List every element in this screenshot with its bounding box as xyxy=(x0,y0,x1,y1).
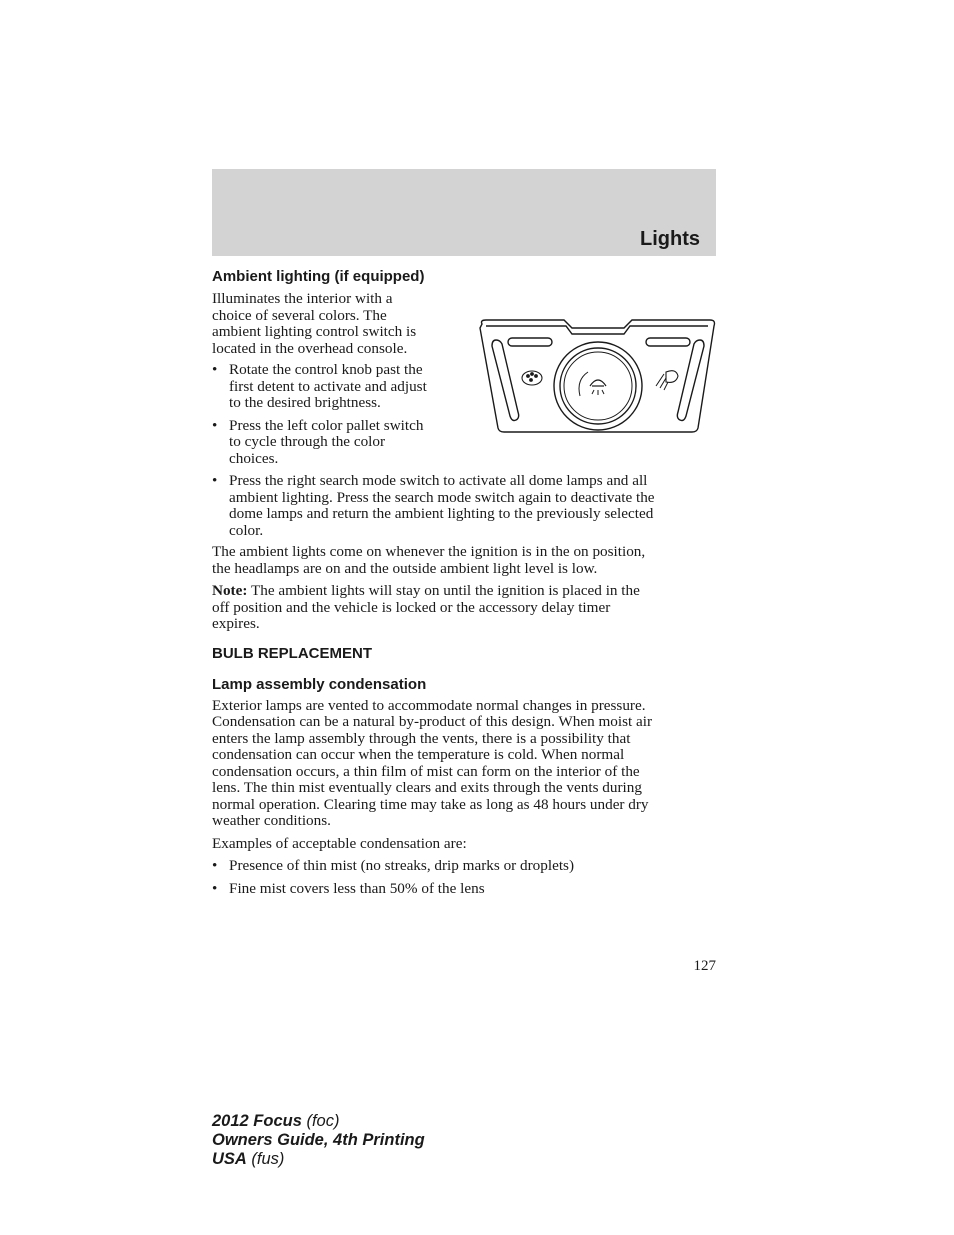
list-item: • Presence of thin mist (no streaks, drip marks or droplets) xyxy=(212,858,716,875)
intro-line: choice of several colors. The xyxy=(212,306,387,324)
ambient-bullets-wide xyxy=(212,473,716,539)
para-line: lens. The thin mist eventually clears and exits through the vents during xyxy=(212,779,642,796)
condensation-paragraph xyxy=(212,698,716,830)
footer-line xyxy=(212,1150,425,1169)
footer-printing: Owners Guide, 4th Printing xyxy=(212,1131,425,1149)
footer-model-code: (foc) xyxy=(301,1112,340,1130)
note-line xyxy=(212,583,716,600)
bullet-line: • Rotate the control knob past the xyxy=(229,361,423,378)
ambient-note xyxy=(212,583,716,633)
footer-market-code: (fus) xyxy=(246,1150,285,1168)
note-line: expires. xyxy=(212,615,260,632)
bullet-line: dome lamps and return the ambient lighting to the previously selected xyxy=(229,505,654,522)
examples-intro: Examples of acceptable condensation are: xyxy=(212,834,467,852)
list-item xyxy=(212,362,472,412)
ambient-paragraph xyxy=(212,544,716,577)
bullet-line: • Press the right search mode switch to activate all dome lamps and all xyxy=(229,472,648,489)
intro-line: located in the overhead console. xyxy=(212,339,408,357)
section-header-band xyxy=(212,169,716,256)
para-line: The ambient lights come on whenever the ignition is in the on position, xyxy=(212,543,646,560)
para-line: Exterior lamps are vented to accommodate normal changes in pressure. xyxy=(212,696,646,714)
note-text: The ambient lights will stay on until the ignition is placed in the xyxy=(247,582,640,599)
bulb-replacement-heading: BULB REPLACEMENT xyxy=(212,644,372,662)
para-line: weather conditions. xyxy=(212,812,331,829)
bullet-line: choices. xyxy=(229,449,279,467)
list-item xyxy=(212,418,472,468)
document-footer xyxy=(212,1112,425,1169)
bullet-line: • Press the left color pallet switch xyxy=(229,416,424,434)
note-label: Note: xyxy=(212,582,248,599)
ambient-intro xyxy=(212,291,472,357)
condensation-heading: Lamp assembly condensation xyxy=(212,675,427,693)
page-content xyxy=(212,266,716,897)
intro-line: Illuminates the interior with a xyxy=(212,290,393,307)
bullet-line: first detent to activate and adjust xyxy=(229,377,427,395)
page-number: 127 xyxy=(693,958,716,974)
bullet-line: ambient lighting. Press the search mode switch again to deactivate the xyxy=(229,488,655,506)
examples-list xyxy=(212,858,716,897)
intro-line: ambient lighting control switch is xyxy=(212,323,417,340)
list-item: • Fine mist covers less than 50% of the lens xyxy=(212,881,716,898)
section-title: Lights xyxy=(640,228,700,250)
ambient-bullets-narrow xyxy=(212,362,472,467)
bullet-line: color. xyxy=(229,521,264,539)
footer-line xyxy=(212,1131,425,1150)
para-line: Condensation can be a natural by-product of this design. When moist air xyxy=(212,713,653,730)
para-line: condensation occurs, a thin film of mist can form on the interior of the xyxy=(212,762,640,780)
para-line: condensation can occur when the temperature is cold. When normal xyxy=(212,746,625,763)
note-line: off position and the vehicle is locked or the accessory delay timer xyxy=(212,598,611,616)
bullet-line: to cycle through the color xyxy=(229,433,386,450)
list-item xyxy=(212,473,716,539)
bullet-line: to the desired brightness. xyxy=(229,394,381,411)
footer-line xyxy=(212,1112,425,1131)
ambient-heading: Ambient lighting (if equipped) xyxy=(212,268,425,285)
footer-market: USA xyxy=(212,1150,247,1168)
footer-model: 2012 Focus xyxy=(212,1112,302,1130)
para-line: enters the lamp assembly through the vents, there is a possibility that xyxy=(212,729,631,747)
para-line: the headlamps are on and the outside ambient light level is low. xyxy=(212,559,598,577)
para-line: normal operation. Clearing time may take as long as 48 hours under dry xyxy=(212,795,649,813)
